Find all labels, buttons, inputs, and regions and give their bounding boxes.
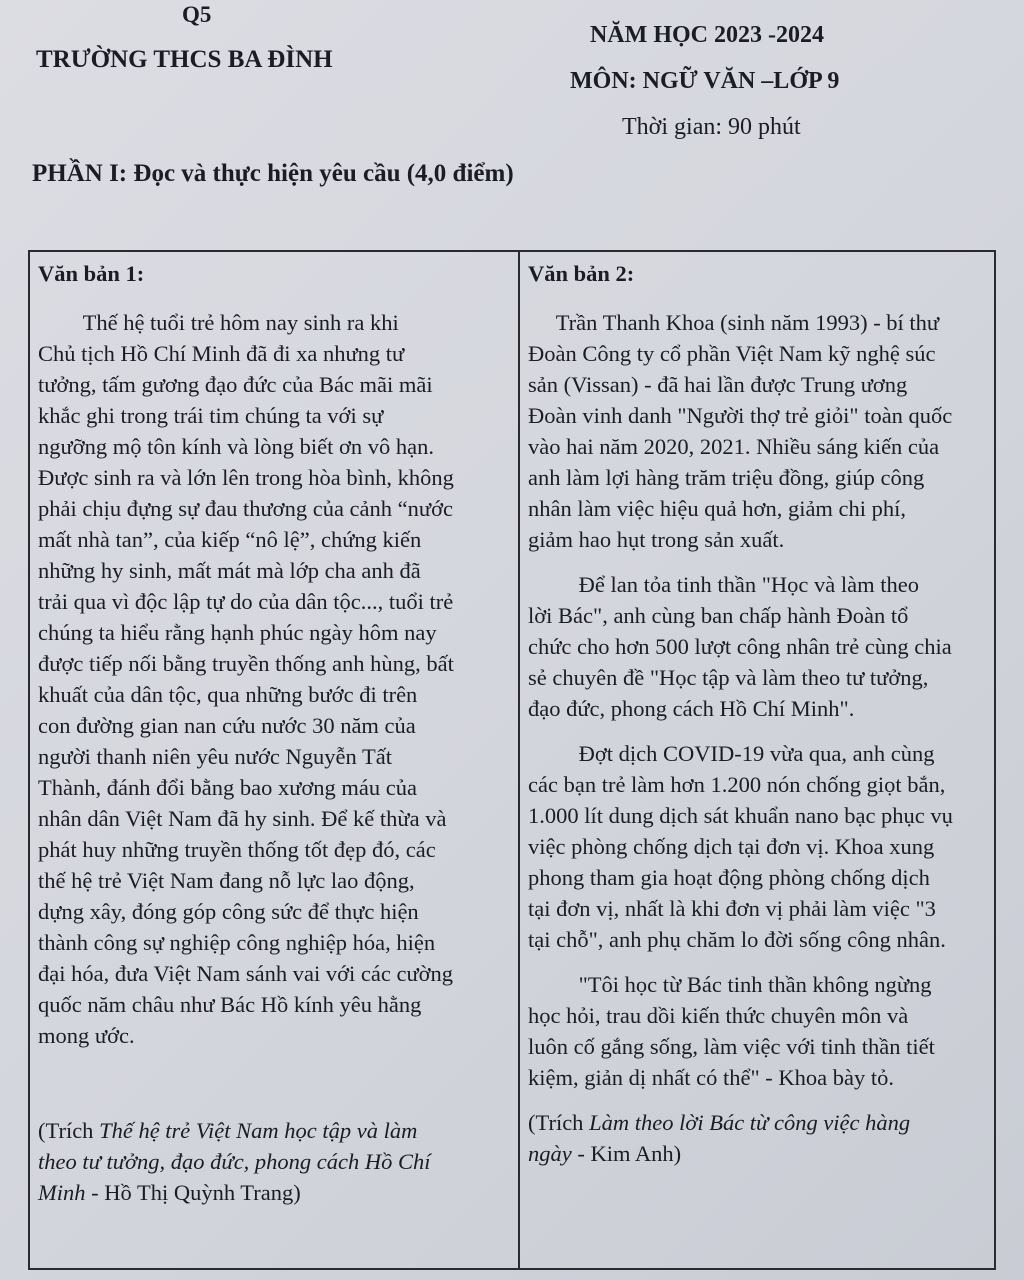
text1-citation-title-2: theo tư tưởng, đạo đức, phong cách Hồ Chí [38, 1149, 431, 1174]
text2-line: Để lan tỏa tinh thần "Học và làm theo [528, 572, 919, 597]
part-heading [32, 160, 514, 188]
school-year: NĂM HỌC 2023 -2024 [590, 22, 824, 48]
text2-line: phong tham gia hoạt động phòng chống dịch [528, 865, 930, 890]
part-text: Đọc và thực hiện yêu cầu (4,0 điểm) [127, 160, 514, 187]
reading-texts-table [28, 250, 996, 1270]
text1-line: chúng ta hiểu rằng hạnh phúc ngày hôm nay [38, 620, 437, 645]
text1-citation [38, 1115, 508, 1208]
text1-line: thành công sự nghiệp công nghiệp hóa, hiện [38, 930, 436, 955]
exam-code: Q5 [182, 2, 212, 27]
text1-heading: Văn bản 1: [38, 261, 145, 286]
text1-body [38, 307, 508, 1051]
text2-paragraph [528, 569, 990, 724]
text1-line: trải qua vì độc lập tự do của dân tộc..., tuổi trẻ [38, 589, 454, 614]
text1-line: những hy sinh, mất mát mà lớp cha anh đã [38, 558, 421, 583]
text2-line: giảm hao hụt trong sản xuất. [528, 527, 785, 552]
text2-line: lời Bác", anh cùng ban chấp hành Đoàn tổ [528, 603, 909, 628]
text2-paragraph [528, 307, 990, 555]
text1-line: tưởng, tấm gương đạo đức của Bác mãi mãi [38, 372, 433, 397]
text1-citation-title-1: Thế hệ trẻ Việt Nam học tập và làm [99, 1118, 418, 1143]
text1-line: thế hệ trẻ Việt Nam đang nỗ lực lao động, [38, 868, 415, 893]
text1-line: con đường gian nan cứu nước 30 năm của [38, 713, 416, 738]
text1-line: người thanh niên yêu nước Nguyễn Tất [38, 744, 392, 769]
text1-line: phát huy những truyền thống tốt đẹp đó, các [38, 837, 436, 862]
column-divider [518, 252, 520, 1268]
text1-line: ngưỡng mộ tôn kính và lòng biết ơn vô hạn. [38, 434, 434, 459]
text2-line: Đợt dịch COVID-19 vừa qua, anh cùng [528, 741, 935, 766]
text2-line: vào hai năm 2020, 2021. Nhiều sáng kiến của [528, 434, 940, 459]
text2-heading: Văn bản 2: [528, 261, 635, 286]
text2-line: nhân làm việc hiệu quả hơn, giảm chi phí, [528, 496, 907, 521]
school-name: TRƯỜNG THCS BA ĐÌNH [36, 46, 333, 73]
text1-line: mất nhà tan”, của kiếp “nô lệ”, chứng kiến [38, 527, 422, 552]
text1-citation-author: - Hồ Thị Quỳnh Trang) [85, 1180, 301, 1205]
text1-line: phải chịu đựng sự đau thương của cảnh “nước [38, 496, 453, 521]
text2-citation-title-2: ngày [528, 1141, 572, 1166]
text1-line: dựng xây, đóng góp công sức để thực hiện [38, 899, 419, 924]
text1-line: Được sinh ra và lớn lên trong hòa bình, không [38, 465, 454, 490]
text1-citation-title-3: Minh [38, 1180, 86, 1205]
text1-column [38, 258, 508, 1208]
text2-citation [528, 1107, 990, 1169]
text2-line: Đoàn Công ty cổ phần Việt Nam kỹ nghệ súc [528, 341, 936, 366]
text1-line: Thành, đánh đổi bằng bao xương máu của [38, 775, 417, 800]
text2-citation-prefix: (Trích [528, 1110, 590, 1135]
text2-line: kiệm, giản dị nhất có thể" - Khoa bày tỏ. [528, 1065, 894, 1090]
text2-line: 1.000 lít dung dịch sát khuẩn nano bạc phục vụ [528, 803, 953, 828]
text2-paragraph [528, 738, 990, 955]
text2-line: tại chỗ", anh phụ chăm lo đời sống công nhân. [528, 927, 946, 952]
part-label: PHẦN I: [32, 160, 128, 187]
exam-duration: Thời gian: 90 phút [622, 114, 801, 140]
text2-line: các bạn trẻ làm hơn 1.200 nón chống giọt bắn, [528, 772, 946, 797]
text2-line: sản (Vissan) - đã hai lần được Trung ương [528, 372, 908, 397]
subject-title: MÔN: NGỮ VĂN –LỚP 9 [570, 68, 840, 94]
text1-line: được tiếp nối bằng truyền thống anh hùng, bất [38, 651, 454, 676]
text2-column [528, 258, 990, 1169]
text2-line: luôn cố gắng sống, làm việc với tinh thần tiết [528, 1034, 935, 1059]
text2-paragraph [528, 969, 990, 1093]
text2-line: anh làm lợi hàng trăm triệu đồng, giúp công [528, 465, 925, 490]
text2-line: chức cho hơn 500 lượt công nhân trẻ cùng chia [528, 634, 952, 659]
text2-line: "Tôi học từ Bác tinh thần không ngừng [528, 972, 932, 997]
text2-body [528, 307, 990, 1093]
text2-line: Trần Thanh Khoa (sinh năm 1993) - bí thư [528, 310, 940, 335]
text1-line: khuất của dân tộc, qua những bước đi trên [38, 682, 418, 707]
text1-line: quốc năm châu như Bác Hồ kính yêu hằng [38, 992, 422, 1017]
text2-citation-title-1: Làm theo lời Bác từ công việc hàng [589, 1110, 911, 1135]
text2-line: Đoàn vinh danh "Người thợ trẻ giỏi" toàn quốc [528, 403, 953, 428]
text1-line: nhân dân Việt Nam đã hy sinh. Để kế thừa và [38, 806, 447, 831]
text1-citation-prefix: (Trích [38, 1118, 100, 1143]
text2-citation-author: - Kim Anh) [571, 1141, 682, 1166]
text1-line: mong ước. [38, 1023, 135, 1048]
text2-line: việc phòng chống dịch tại đơn vị. Khoa xung [528, 834, 935, 859]
text2-line: học hỏi, trau dồi kiến thức chuyên môn và [528, 1003, 909, 1028]
text1-line: đại hóa, đưa Việt Nam sánh vai với các cường [38, 961, 454, 986]
text1-line: Thế hệ tuổi trẻ hôm nay sinh ra khi [38, 310, 399, 335]
text2-line: tại đơn vị, nhất là khi đơn vị phải làm việc "3 [528, 896, 936, 921]
text2-line: đạo đức, phong cách Hồ Chí Minh". [528, 696, 855, 721]
text1-line: Chủ tịch Hồ Chí Minh đã đi xa nhưng tư [38, 341, 405, 366]
text2-line: sẻ chuyên đề "Học tập và làm theo tư tưởng, [528, 665, 929, 690]
text1-line: khắc ghi trong trái tim chúng ta với sự [38, 403, 384, 428]
